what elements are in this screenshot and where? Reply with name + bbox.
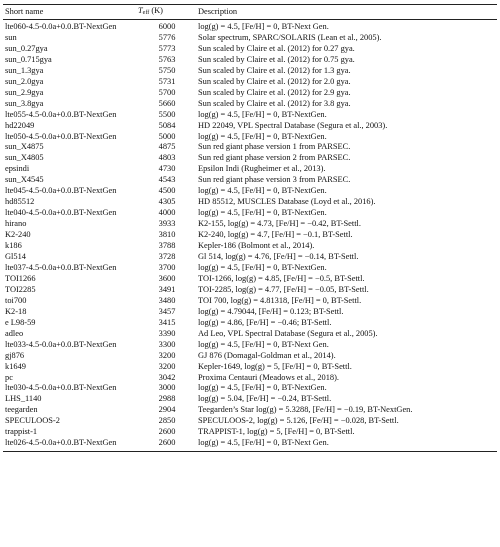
table-row: [3, 351, 497, 362]
cell-short-name: K2-240: [5, 230, 31, 240]
cell-short-name: trappist-1: [5, 427, 38, 437]
cell-description: log(g) = 4.5, [Fe/H] = 0, BT-NextGen.: [198, 383, 327, 393]
cell-short-name: toi700: [5, 295, 27, 305]
cell-short-name: sun_X4805: [5, 153, 44, 163]
cell-description: Sun scaled by Claire et al. (2012) for 1.3 gya.: [198, 65, 351, 75]
cell-description: Sun scaled by Claire et al. (2012) for 0.75 gya.: [198, 54, 355, 64]
cell-description: log(g) = 4.86, [Fe/H] = −0.46; BT-Settl.: [198, 317, 332, 327]
cell-description: Sun red giant phase version 2 from PARSEC.: [198, 153, 351, 163]
table-row: [3, 121, 497, 132]
cell-description: K2-240, log(g) = 4.7, [Fe/H] = −0.1, BT-Settl.: [198, 230, 353, 240]
cell-description: GJ 876 (Domagal-Goldman et al., 2014).: [198, 350, 336, 360]
cell-teff: 3933: [158, 219, 176, 229]
cell-teff: 3200: [158, 350, 176, 360]
cell-description: Ad Leo, VPL Spectral Database (Segura et al., 2005).: [198, 328, 378, 338]
table-row: [3, 340, 497, 351]
table-row: [3, 405, 497, 416]
cell-description: Sun scaled by Claire et al. (2012) for 3.8 gya.: [198, 98, 351, 108]
table-row: [3, 99, 497, 110]
cell-description: Sun scaled by Claire et al. (2012) for 0.27 gya.: [198, 43, 355, 53]
cell-teff: 2850: [158, 416, 176, 426]
cell-short-name: k1649: [5, 361, 26, 371]
cell-teff: 3300: [158, 339, 176, 349]
cell-description: Sun red giant phase version 1 from PARSEC.: [198, 142, 351, 152]
table-row: [3, 274, 497, 285]
stellar-spectra-table: [3, 4, 497, 452]
cell-teff: 4803: [158, 153, 176, 163]
cell-description: log(g) = 4.5, [Fe/H] = 0, BT-Next Gen.: [198, 22, 329, 31]
header-teff: [136, 5, 196, 20]
table-row: [3, 373, 497, 384]
cell-short-name: Gl514: [5, 252, 26, 262]
cell-description: TOI-1266, log(g) = 4.85, [Fe/H] = −0.5, BT-Settl.: [198, 273, 365, 283]
cell-teff: 3457: [158, 306, 176, 316]
table-row: [3, 219, 497, 230]
cell-description: TRAPPIST-1, log(g) = 5, [Fe/H] = 0, BT-Settl.: [198, 427, 355, 437]
cell-short-name: lte030-4.5-0.0a+0.0.BT-NextGen: [5, 383, 117, 393]
cell-description: Sun scaled by Claire et al. (2012) for 2.9 gya.: [198, 87, 351, 97]
table-row: [3, 296, 497, 307]
table-row: [3, 427, 497, 438]
cell-teff: 2988: [158, 394, 176, 404]
table-row: [3, 230, 497, 241]
cell-teff: 3042: [158, 372, 176, 382]
cell-short-name: TOI2285: [5, 284, 36, 294]
cell-short-name: lte045-4.5-0.0a+0.0.BT-NextGen: [5, 186, 117, 196]
table-row: [3, 197, 497, 208]
table-row: [3, 285, 497, 296]
cell-teff: 3810: [158, 230, 176, 240]
cell-short-name: sun_X4875: [5, 142, 44, 152]
table-row: [3, 362, 497, 373]
cell-short-name: pc: [5, 372, 13, 382]
cell-teff: 3788: [158, 241, 176, 251]
cell-description: Epsilon Indi (Rugheimer et al., 2013).: [198, 164, 326, 174]
cell-short-name: sun_X4545: [5, 175, 44, 185]
table-row: [3, 88, 497, 99]
cell-description: Kepler-1649, log(g) = 5, [Fe/H] = 0, BT-Settl.: [198, 361, 352, 371]
cell-teff: 3000: [158, 383, 176, 393]
cell-teff: 4730: [158, 164, 176, 174]
cell-description: log(g) = 4.5, [Fe/H] = 0, BT-Next Gen.: [198, 339, 329, 349]
cell-short-name: teegarden: [5, 405, 38, 415]
table-row: [3, 77, 497, 88]
cell-description: log(g) = 4.5, [Fe/H] = 0, BT-NextGen.: [198, 208, 327, 218]
table-row: [3, 66, 497, 77]
cell-short-name: gj876: [5, 350, 25, 360]
cell-short-name: e L98-59: [5, 317, 36, 327]
cell-teff: 3390: [158, 328, 176, 338]
cell-short-name: lte037-4.5-0.0a+0.0.BT-NextGen: [5, 262, 117, 272]
cell-short-name: sun_0.27gya: [5, 43, 48, 53]
table-row: [3, 20, 497, 33]
table-row: [3, 438, 497, 451]
cell-teff: 3200: [158, 361, 176, 371]
cell-description: TOI 700, log(g) = 4.81318, [Fe/H] = 0, BT-Settl.: [198, 295, 362, 305]
cell-short-name: sun_2.0gya: [5, 76, 44, 86]
cell-description: Solar spectrum, SPARC/SOLARIS (Lean et al., 2005).: [198, 32, 382, 42]
cell-short-name: adleo: [5, 328, 24, 338]
cell-short-name: sun_0.715gya: [5, 54, 52, 64]
cell-teff: 3700: [158, 262, 176, 272]
cell-short-name: lte055-4.5-0.0a+0.0.BT-NextGen: [5, 109, 117, 119]
cell-description: HD 22049, VPL Spectral Database (Segura et al., 2003).: [198, 120, 388, 130]
table-row: [3, 307, 497, 318]
cell-short-name: epsindi: [5, 164, 30, 174]
cell-description: K2-155, log(g) = 4.73, [Fe/H] = −0.42, BT-Settl.: [198, 219, 361, 229]
cell-teff: 3728: [158, 252, 176, 262]
table-row: [3, 241, 497, 252]
header-short-name: Short name: [3, 5, 136, 20]
table-row: [3, 416, 497, 427]
table-row: [3, 142, 497, 153]
cell-teff: 5750: [158, 65, 176, 75]
cell-description: SPECULOOS-2, log(g) = 5.126, [Fe/H] = −0.028, BT-Settl.: [198, 416, 399, 426]
table-row: [3, 33, 497, 44]
cell-short-name: TOI1266: [5, 273, 36, 283]
cell-teff: 4875: [158, 142, 176, 152]
cell-description: log(g) = 4.5, [Fe/H] = 0, BT-NextGen.: [198, 109, 327, 119]
cell-short-name: sun_2.9gya: [5, 87, 44, 97]
cell-teff: 3600: [158, 273, 176, 283]
header-row: [3, 5, 497, 20]
cell-teff: 2904: [158, 405, 176, 415]
table-row: [3, 394, 497, 405]
cell-teff: 4000: [158, 208, 176, 218]
cell-teff: 4500: [158, 186, 176, 196]
header-teff-symbol: T: [138, 5, 143, 15]
table-row: [3, 55, 497, 66]
cell-short-name: lte060-4.5-0.0a+0.0.BT-NextGen: [5, 22, 117, 31]
cell-teff: 5776: [158, 32, 176, 42]
cell-teff: 5773: [158, 43, 176, 53]
cell-teff: 3491: [158, 284, 176, 294]
header-teff-unit: (K): [149, 5, 163, 15]
cell-teff: 4305: [158, 197, 176, 207]
cell-description: log(g) = 5.04, [Fe/H] = −0.24, BT-Settl.: [198, 394, 332, 404]
table-row: [3, 186, 497, 197]
table-row: [3, 318, 497, 329]
cell-teff: 6000: [158, 22, 176, 31]
cell-description: HD 85512, MUSCLES Database (Loyd et al., 2016).: [198, 197, 376, 207]
cell-short-name: sun_1.3gya: [5, 65, 44, 75]
cell-short-name: lte033-4.5-0.0a+0.0.BT-NextGen: [5, 339, 117, 349]
table-body: [3, 20, 497, 452]
cell-teff: 2600: [136, 438, 196, 451]
cell-short-name: hd22049: [5, 120, 35, 130]
cell-short-name: hd85512: [5, 197, 35, 207]
cell-description: Gl 514, log(g) = 4.76, [Fe/H] = −0.14, BT-Settl.: [198, 252, 359, 262]
cell-short-name: lte026-4.5-0.0a+0.0.BT-NextGen: [3, 438, 136, 451]
table-row: [3, 208, 497, 219]
cell-description: log(g) = 4.5, [Fe/H] = 0, BT-NextGen.: [198, 186, 327, 196]
table-row: [3, 383, 497, 394]
cell-short-name: k186: [5, 241, 22, 251]
table-row: [3, 132, 497, 143]
table-header: [3, 5, 497, 20]
cell-teff: 3415: [158, 317, 176, 327]
cell-teff: 5660: [158, 98, 176, 108]
table-row: [3, 175, 497, 186]
cell-short-name: SPECULOOS-2: [5, 416, 60, 426]
cell-short-name: sun_3.8gya: [5, 98, 44, 108]
header-description: Description: [196, 5, 497, 20]
cell-short-name: LHS_1140: [5, 394, 42, 404]
cell-short-name: K2-18: [5, 306, 27, 316]
cell-short-name: sun: [5, 32, 17, 42]
cell-description: log(g) = 4.79044, [Fe/H] = 0.123; BT-Settl.: [198, 306, 344, 316]
cell-teff: 3480: [158, 295, 176, 305]
cell-description: TOI-2285, log(g) = 4.77, [Fe/H] = −0.05, BT-Settl.: [198, 284, 369, 294]
cell-description: Teegarden’s Star log(g) = 5.3288, [Fe/H] = −0.19, BT-NextGen.: [198, 405, 413, 415]
table-row: [3, 153, 497, 164]
cell-teff: 2600: [158, 427, 176, 437]
cell-description: log(g) = 4.5, [Fe/H] = 0, BT-Next Gen.: [196, 438, 497, 451]
header-teff-subscript: eff: [142, 9, 150, 16]
table-row: [3, 110, 497, 121]
cell-short-name: hirano: [5, 219, 27, 229]
cell-description: Sun red giant phase version 3 from PARSEC.: [198, 175, 351, 185]
cell-teff: 5731: [158, 76, 176, 86]
cell-teff: 4543: [158, 175, 176, 185]
cell-short-name: lte050-4.5-0.0a+0.0.BT-NextGen: [5, 131, 117, 141]
cell-description: log(g) = 4.5, [Fe/H] = 0, BT-NextGen.: [198, 262, 327, 272]
table-row: [3, 44, 497, 55]
cell-description: Kepler-186 (Bolmont et al., 2014).: [198, 241, 315, 251]
table-row: [3, 164, 497, 175]
cell-teff: 5700: [158, 87, 176, 97]
table-row: [3, 263, 497, 274]
cell-teff: 5084: [158, 120, 176, 130]
cell-description: log(g) = 4.5, [Fe/H] = 0, BT-NextGen.: [198, 131, 327, 141]
table-row: [3, 329, 497, 340]
cell-description: Sun scaled by Claire et al. (2012) for 2.0 gya.: [198, 76, 351, 86]
cell-short-name: lte040-4.5-0.0a+0.0.BT-NextGen: [5, 208, 117, 218]
cell-teff: 5500: [158, 109, 176, 119]
table-row: [3, 252, 497, 263]
cell-teff: 5763: [158, 54, 176, 64]
cell-teff: 5000: [158, 131, 176, 141]
cell-description: Proxima Centauri (Meadows et al., 2018).: [198, 372, 339, 382]
